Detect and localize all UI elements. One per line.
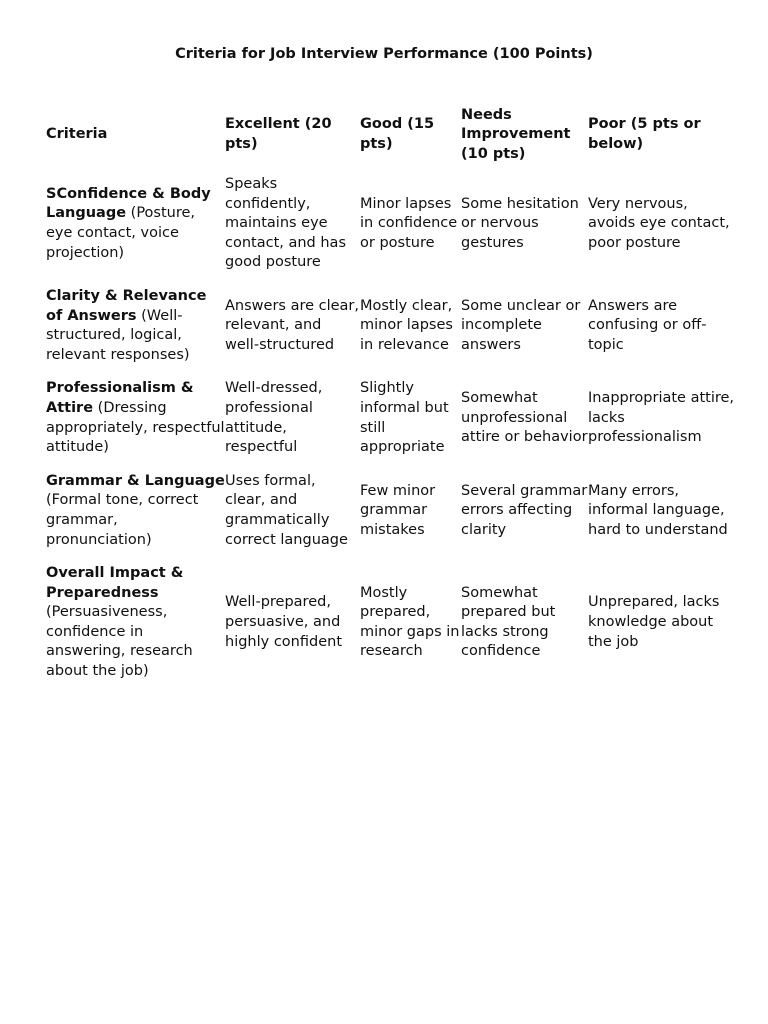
criteria-cell: [46, 168, 225, 280]
criteria-cell: [46, 372, 225, 464]
criterion-name: SConfidence & Body Language: [46, 185, 211, 222]
criterion-name: Grammar & Language: [46, 472, 225, 489]
good-cell: Few minor grammar mistakes: [360, 482, 436, 538]
needs-improvement-cell: Several grammar errors affecting clarity: [461, 482, 588, 538]
good-cell: Mostly prepared, minor gaps in research: [360, 584, 460, 660]
header-good: Good (15 pts): [360, 116, 435, 152]
poor-cell: Answers are confusing or off-topic: [588, 297, 707, 353]
poor-cell: Unprepared, lacks knowledge about the job: [588, 594, 720, 650]
needs-improvement-cell: Somewhat unprofessional attire or behavior: [461, 390, 588, 446]
criterion-description: (Posture, eye contact, voice projection): [46, 205, 196, 261]
needs-improvement-cell: Somewhat prepared but lacks strong confidence: [461, 584, 556, 660]
excellent-cell: Answers are clear, relevant, and well-structured: [225, 297, 360, 353]
header-poor: Poor (5 pts or below): [588, 116, 701, 152]
criteria-cell: [46, 465, 225, 557]
criterion-name: Professionalism & Attire: [46, 380, 194, 416]
document-title: Criteria for Job Interview Performance (100 Points): [175, 46, 593, 62]
excellent-cell: Speaks confidently, maintains eye contact, and has good posture: [225, 176, 346, 271]
excellent-cell: Well-dressed, professional attitude, respectful: [225, 380, 323, 456]
header-excellent: Excellent (20 pts): [225, 116, 332, 152]
table-row: [46, 168, 736, 280]
table-header-row: [46, 102, 736, 168]
excellent-cell: Well-prepared, persuasive, and highly confident: [225, 594, 342, 650]
good-cell: Minor lapses in confidence or posture: [360, 195, 458, 251]
criterion-name: Clarity & Relevance of Answers: [46, 287, 207, 324]
table-row: [46, 280, 736, 372]
poor-cell: Very nervous, avoids eye contact, poor posture: [588, 195, 730, 251]
needs-improvement-cell: Some hesitation or nervous gestures: [461, 195, 579, 251]
criterion-description: (Well-structured, logical, relevant responses): [46, 307, 190, 363]
poor-cell: Inappropriate attire, lacks professionalism: [588, 390, 735, 446]
criteria-cell: [46, 280, 225, 372]
criterion-description: (Persuasiveness, confidence in answering, research about the job): [46, 604, 193, 680]
table-row: [46, 557, 736, 689]
needs-improvement-cell: Some unclear or incomplete answers: [461, 297, 581, 353]
criterion-name: Overall Impact & Preparedness: [46, 565, 184, 601]
header-needs-improvement: Needs Improvement (10 pts): [461, 106, 571, 162]
poor-cell: Many errors, informal language, hard to understand: [588, 482, 728, 538]
table-row: [46, 372, 736, 464]
header-criteria: Criteria: [46, 126, 108, 143]
good-cell: Mostly clear, minor lapses in relevance: [360, 297, 453, 353]
rubric-table: [46, 102, 736, 689]
criteria-cell: [46, 557, 225, 689]
criterion-description: (Dressing appropriately, respectful attitude): [46, 399, 225, 456]
criterion-description: (Formal tone, correct grammar, pronunciation): [46, 492, 199, 548]
excellent-cell: Uses formal, clear, and grammatically correct language: [225, 472, 348, 548]
table-row: [46, 465, 736, 557]
good-cell: Slightly informal but still appropriate: [360, 380, 449, 456]
